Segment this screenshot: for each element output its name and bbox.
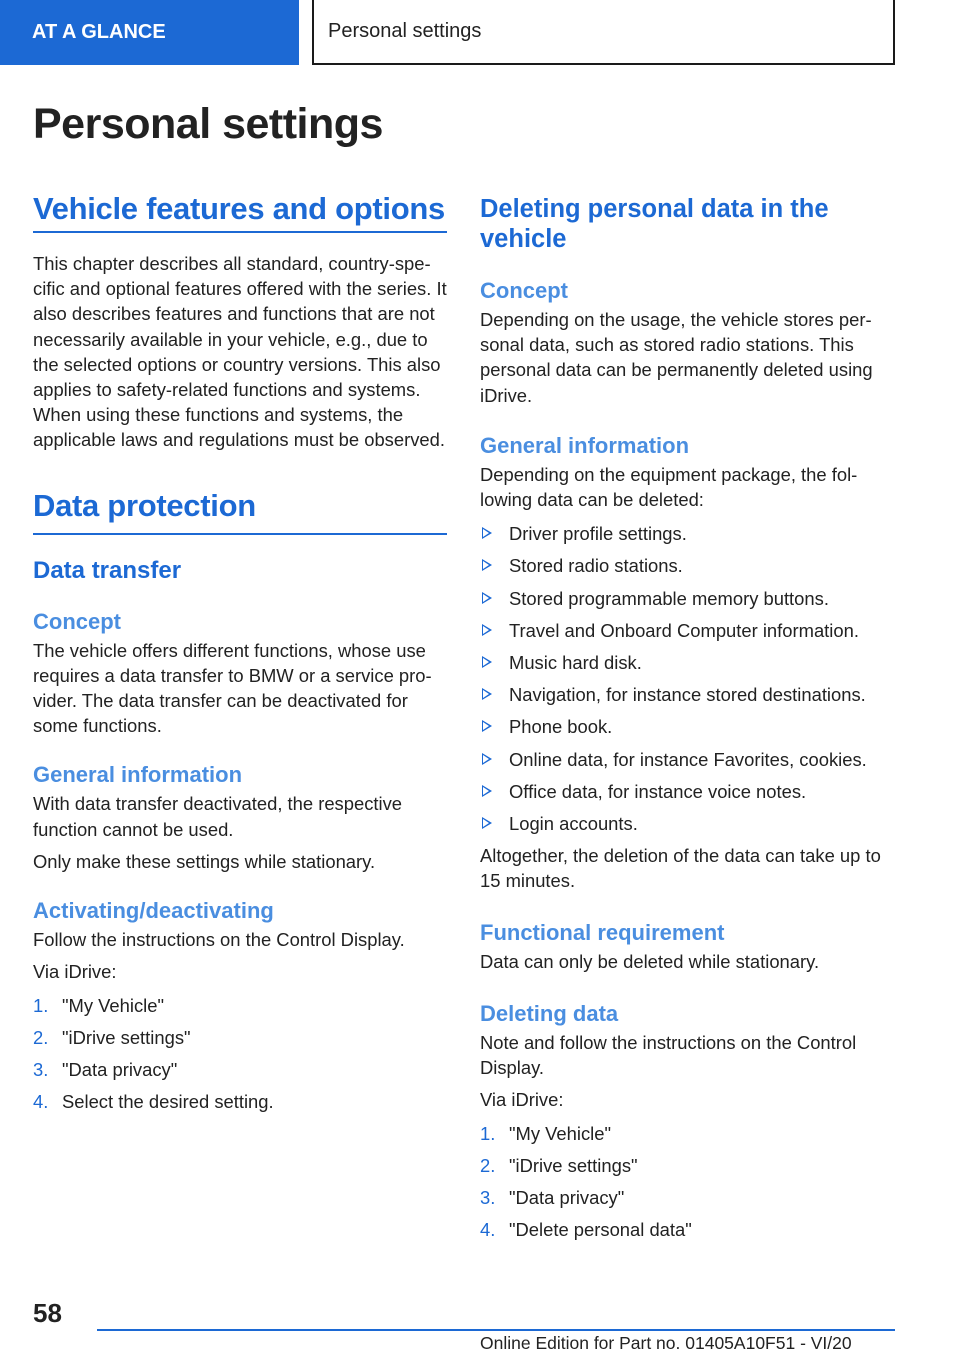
list-item-text: Login accounts. [509, 813, 638, 835]
step-number: 1. [33, 995, 49, 1017]
step-text: "My Vehicle" [62, 995, 164, 1017]
right-column [480, 190, 894, 1249]
general-information-heading: General information [33, 762, 243, 788]
list-item [480, 1121, 894, 1146]
bullet-triangle-icon [482, 527, 492, 539]
left-column [33, 190, 447, 1121]
deleting-personal-data-heading: Deleting personal data in the vehicle [480, 195, 829, 253]
step-text: "Data privacy" [509, 1187, 625, 1209]
deletable-data-list [480, 521, 894, 836]
bullet-triangle-icon [482, 817, 492, 829]
list-item [480, 650, 894, 675]
step-number: 1. [480, 1123, 496, 1145]
step-text: "Delete personal data" [509, 1218, 692, 1240]
list-item [480, 618, 894, 643]
bullet-triangle-icon [482, 559, 492, 571]
vehicle-features-body: This chapter describes all standard, country-specific and optional features offered with the series. It also describes features and functions that are not necessarily available in your vehicle, e.g., due to the selected options or country versions. This also applies to safety-related functions and systems. When using these functions and systems, the applicable laws and regulations must be observed. [33, 253, 447, 451]
list-item [480, 521, 894, 546]
general-information-heading: General information [480, 432, 690, 458]
general-information-body: Depending on the equipment package, the following data can be deleted: [480, 463, 858, 511]
general-information-body: With data transfer deactivated, the respective function cannot be used. [33, 793, 403, 840]
bullet-triangle-icon [482, 785, 492, 797]
concept-body: Depending on the usage, the vehicle stores personal data, such as stored radio stations. This personal data can be permanently deleted using iDrive. [480, 309, 873, 406]
list-item-text: Driver profile settings. [509, 523, 687, 545]
list-item-text: Stored programmable memory buttons. [509, 587, 829, 609]
list-item [480, 714, 894, 739]
step-number: 4. [480, 1218, 496, 1240]
page-number: 58 [33, 1298, 62, 1328]
step-number: 3. [33, 1059, 49, 1081]
list-item-text: Stored radio stations. [509, 555, 683, 577]
step-text: "iDrive settings" [509, 1155, 638, 1177]
activating-steps [33, 993, 447, 1114]
list-item [33, 1025, 447, 1050]
bullet-triangle-icon [482, 753, 492, 765]
list-item [33, 1057, 447, 1082]
section-tab [0, 0, 299, 65]
section-tab-label: AT A GLANCE [32, 21, 166, 43]
step-text: "iDrive settings" [62, 1027, 191, 1049]
list-item-text: Online data, for instance Favorites, cookies. [509, 748, 867, 770]
list-item [480, 553, 894, 578]
deleting-data-body: Note and follow the instructions on the Control Display. [480, 1031, 857, 1079]
list-item-text: Travel and Onboard Computer information. [509, 619, 859, 641]
list-item-text: Office data, for instance voice notes. [509, 780, 807, 802]
list-item [33, 1089, 447, 1114]
list-item [480, 811, 894, 836]
stationary-note: Only make these settings while stationary. [33, 850, 376, 872]
step-number: 2. [33, 1027, 49, 1049]
chapter-header [312, 0, 895, 65]
step-text: Select the desired setting. [62, 1090, 274, 1112]
list-item [480, 1153, 894, 1178]
data-protection-heading: Data protection [33, 487, 447, 535]
step-number: 3. [480, 1187, 496, 1209]
list-item-text: Phone book. [509, 716, 613, 738]
bullet-triangle-icon [482, 624, 492, 636]
step-number: 2. [480, 1155, 496, 1177]
list-item-text: Navigation, for instance stored destinations. [509, 684, 866, 706]
list-item [480, 682, 894, 707]
functional-requirement-body: Data can only be deleted while stationary. [480, 950, 820, 972]
chapter-header-label: Personal settings [328, 20, 482, 42]
step-text: "Data privacy" [62, 1059, 178, 1081]
list-item [480, 586, 894, 611]
list-item [33, 993, 447, 1018]
bullet-triangle-icon [482, 656, 492, 668]
list-item-text: Music hard disk. [509, 652, 642, 674]
list-item [480, 1185, 894, 1210]
bullet-triangle-icon [482, 592, 492, 604]
step-number: 4. [33, 1090, 49, 1112]
edition-footer: Online Edition for Part no. 01405A10F51 - VI/20 [480, 1333, 852, 1353]
deleting-steps [480, 1121, 894, 1242]
page-title: Personal settings [33, 100, 383, 148]
concept-body: The vehicle offers different functions, whose use requires a data transfer to BMW or a service provider. The data transfer can be deactivated for some functions. [33, 639, 432, 737]
list-item [480, 747, 894, 772]
list-item [480, 1217, 894, 1242]
deletion-duration-note: Altogether, the deletion of the data can take up to 15 minutes. [480, 845, 881, 892]
via-idrive-label: Via iDrive: [33, 961, 117, 983]
deleting-data-heading: Deleting data [480, 1000, 619, 1026]
activating-body: Follow the instructions on the Control Display. [33, 929, 405, 951]
list-item [480, 779, 894, 804]
footer-divider [97, 1329, 895, 1331]
vehicle-features-heading: Vehicle features and options [33, 190, 447, 233]
functional-requirement-heading: Functional requirement [480, 919, 725, 945]
via-idrive-label: Via iDrive: [480, 1089, 564, 1111]
step-text: "My Vehicle" [509, 1123, 611, 1145]
concept-heading: Concept [480, 278, 568, 303]
activating-heading: Activating/deactivating [33, 898, 274, 924]
concept-heading: Concept [33, 608, 121, 634]
bullet-triangle-icon [482, 688, 492, 700]
data-transfer-heading: Data transfer [33, 556, 182, 584]
bullet-triangle-icon [482, 720, 492, 732]
